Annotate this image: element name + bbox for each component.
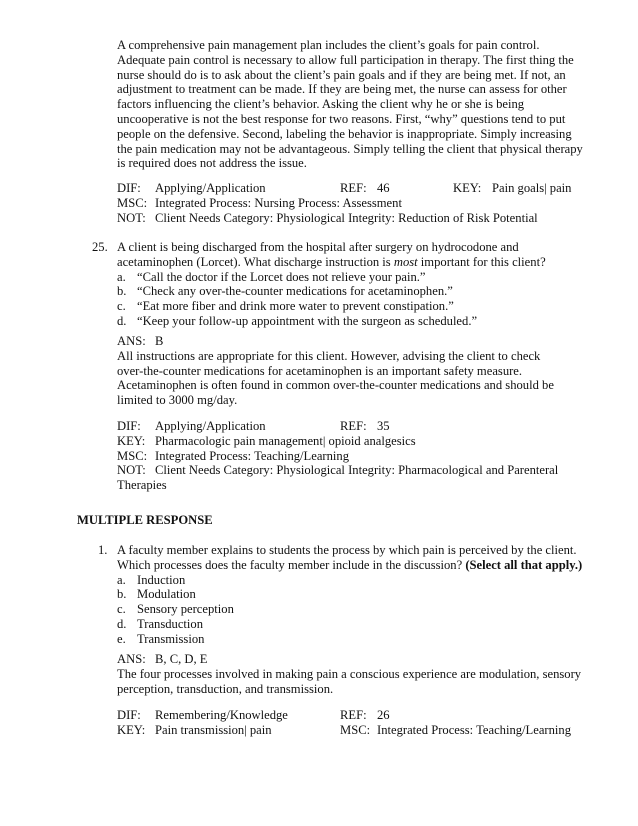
rationale-line: over-the-counter medications for acetaminophen is an important safety measure. — [117, 363, 523, 378]
stem-text: Which processes does the faculty member include in the discussion? — [117, 557, 466, 572]
key-label: KEY: — [117, 722, 146, 737]
rationale-line: is required does not address the issue. — [117, 156, 307, 171]
msc-value: Integrated Process: Teaching/Learning — [155, 448, 350, 463]
choice-a — [117, 573, 597, 588]
ref-label: REF: — [340, 181, 367, 195]
not-value: Client Needs Category: Physiological Integrity: Pharmacological and Parenteral — [155, 463, 559, 478]
rationale-line: limited to 3000 mg/day. — [117, 393, 238, 408]
choice-c — [117, 299, 587, 314]
choice-d — [117, 314, 587, 329]
rationale-line: nurse should do is to ask about the client’s pain goals and if they are being met. If not, an — [117, 67, 566, 82]
rationale-line: Acetaminophen is often found in common over-the-counter medications and should be — [117, 378, 554, 393]
choice-c — [117, 602, 597, 617]
q25-meta — [117, 419, 587, 493]
ref-value: 46 — [377, 181, 390, 195]
not-value-cont: Therapies — [117, 478, 167, 493]
answer-label: ANS: — [117, 334, 146, 348]
key-value: Pharmacologic pain management| opioid analgesics — [155, 433, 416, 448]
rationale-line: factors influencing the client’s behavior. Asking the client why he or she is being — [117, 97, 525, 112]
q24-meta — [117, 181, 587, 225]
mr1-question — [117, 543, 597, 647]
rationale-line: All instructions are appropriate for this client. However, advising the client to check — [117, 348, 541, 363]
not-label: NOT: — [117, 210, 146, 225]
q25-question — [117, 240, 587, 329]
answer-row — [117, 652, 597, 667]
answer-label: ANS: — [117, 652, 146, 666]
answer-value: B, C, D, E — [155, 652, 208, 666]
rationale-line: the pain medication may not be advantageous. Simply telling the client that physical therapy — [117, 141, 583, 156]
choice-letter: b. — [117, 284, 127, 299]
msc-label: MSC: — [117, 448, 148, 463]
q25-answer — [117, 334, 587, 408]
meta-row-key — [117, 434, 587, 449]
q24-rationale — [117, 38, 587, 171]
not-label: NOT: — [117, 463, 146, 478]
choice-d — [117, 617, 597, 632]
mr1-meta — [117, 708, 597, 738]
key-value: Pain goals| pain — [492, 181, 572, 195]
question-stem-cont — [117, 558, 597, 573]
key-value: Pain transmission| pain — [155, 722, 272, 737]
answer-row — [117, 334, 587, 349]
choice-letter: c. — [117, 299, 126, 314]
rationale-line: Adequate pain control is necessary to allow full participation in therapy. The first thing the — [117, 52, 574, 67]
choice-letter: d. — [117, 616, 127, 631]
key-label: KEY: — [117, 433, 146, 448]
meta-row-dif — [117, 181, 587, 196]
meta-row-not — [117, 463, 587, 478]
dif-label: DIF: — [117, 708, 141, 722]
choice-text: Transmission — [137, 631, 205, 646]
choice-letter: a. — [117, 572, 126, 587]
meta-row-dif — [117, 708, 597, 723]
meta-row-msc — [117, 196, 587, 211]
choice-text: Induction — [137, 572, 186, 587]
question-stem-cont — [117, 255, 587, 270]
not-value: Client Needs Category: Physiological Integrity: Reduction of Risk Potential — [155, 210, 538, 225]
choice-letter: d. — [117, 313, 127, 328]
key-label: KEY: — [453, 181, 482, 195]
msc-label: MSC: — [340, 722, 371, 737]
choice-letter: e. — [117, 631, 126, 646]
rationale-line: adjustment to treatment can be made. If they are being met, the nurse can assess for other — [117, 82, 567, 97]
choice-e — [117, 632, 597, 647]
question-number: 25. — [92, 240, 108, 254]
dif-label: DIF: — [117, 181, 141, 195]
choice-a — [117, 270, 587, 285]
choice-text: Sensory perception — [137, 602, 234, 617]
meta-row-dif — [117, 419, 587, 434]
choice-text: “Check any over-the-counter medications for acetaminophen.” — [137, 284, 453, 299]
ref-label: REF: — [340, 708, 367, 722]
rationale-line: people on the defensive. Second, labeling the behavior is inappropriate. Simply increasing — [117, 126, 572, 141]
dif-value: Applying/Application — [155, 181, 266, 195]
question-stem: A faculty member explains to students the process by which pain is perceived by the client. — [117, 543, 577, 557]
dif-value: Remembering/Knowledge — [155, 708, 288, 722]
meta-row-key — [117, 723, 597, 738]
mr1-answer — [117, 652, 597, 696]
rationale-line: uncooperative is not the best response for two reasons. First, “why” questions tend to put — [117, 111, 566, 126]
rationale-line: The four processes involved in making pain a conscious experience are modulation, sensory — [117, 666, 582, 681]
msc-value: Integrated Process: Nursing Process: Assessment — [155, 195, 402, 210]
ref-value: 35 — [377, 419, 390, 433]
rationale-line: perception, transduction, and transmission. — [117, 681, 334, 696]
msc-value: Integrated Process: Teaching/Learning — [377, 722, 572, 737]
choice-b — [117, 284, 587, 299]
stem-emphasis: most — [393, 254, 418, 269]
choice-text: Modulation — [137, 587, 196, 602]
meta-row-not — [117, 211, 587, 226]
answer-value: B — [155, 334, 164, 348]
msc-label: MSC: — [117, 195, 148, 210]
choice-letter: c. — [117, 602, 126, 617]
ref-value: 26 — [377, 708, 390, 722]
question-stem: A client is being discharged from the hospital after surgery on hydrocodone and — [117, 240, 519, 254]
section-heading: MULTIPLE RESPONSE — [77, 513, 213, 527]
rationale-line: A comprehensive pain management plan includes the client’s goals for pain control. — [117, 38, 540, 52]
choice-text: “Keep your follow-up appointment with the surgeon as scheduled.” — [137, 313, 478, 328]
meta-row-msc — [117, 449, 587, 464]
ref-label: REF: — [340, 419, 367, 433]
choice-letter: b. — [117, 587, 127, 602]
question-number: 1. — [98, 543, 108, 557]
stem-text: acetaminophen (Lorcet). What discharge instruction is — [117, 254, 394, 269]
stem-bold: (Select all that apply.) — [465, 557, 583, 572]
stem-text: important for this client? — [417, 254, 546, 269]
dif-value: Applying/Application — [155, 419, 266, 433]
choice-letter: a. — [117, 269, 126, 284]
choice-text: Transduction — [137, 616, 204, 631]
dif-label: DIF: — [117, 419, 141, 433]
choice-text: “Eat more fiber and drink more water to prevent constipation.” — [137, 299, 454, 314]
choice-b — [117, 587, 597, 602]
choice-text: “Call the doctor if the Lorcet does not relieve your pain.” — [137, 269, 426, 284]
